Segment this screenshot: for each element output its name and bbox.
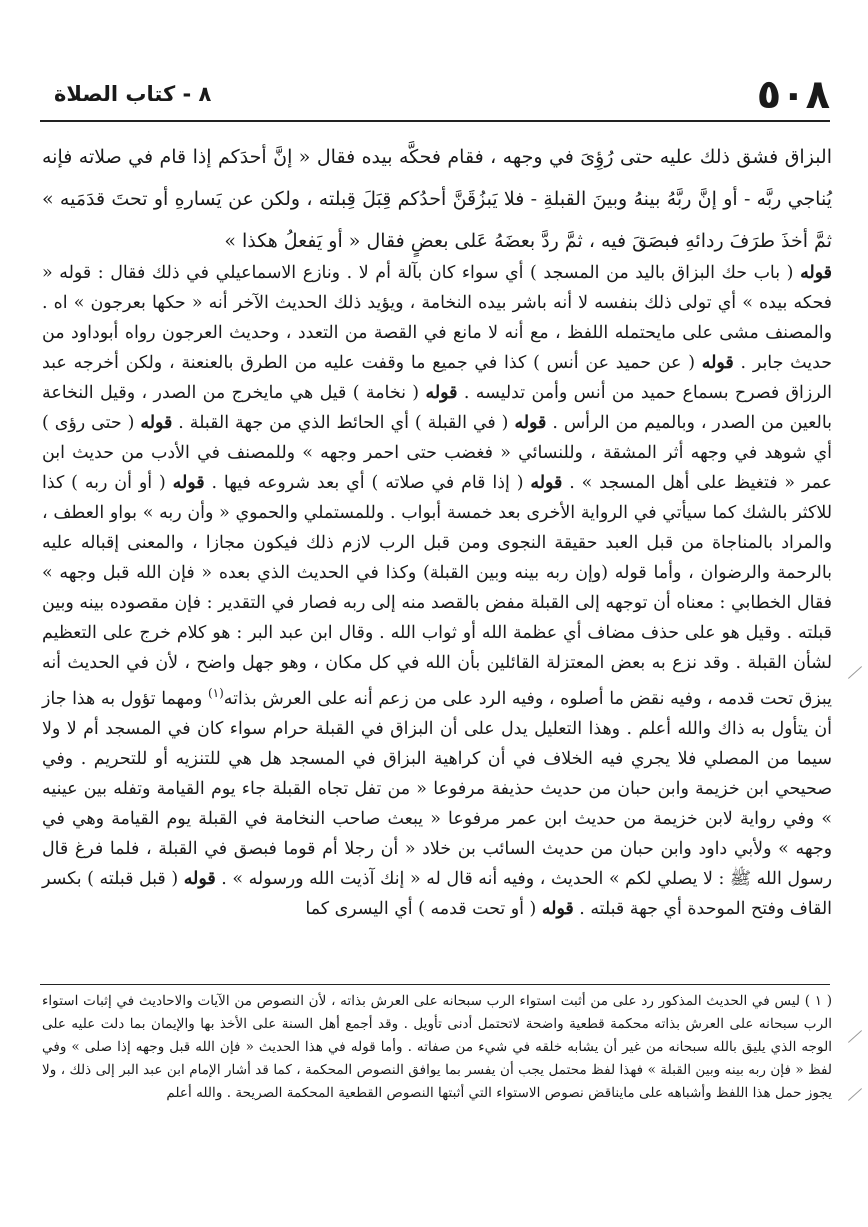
commentary-keyword: قوله (172, 473, 205, 493)
commentary-segment: ( عن حميد عن أنس ) كذا في جميع ما وقفت عليه من الطرق بالعنعنة ، ولكن أخرجه عبد الرزاق فصرح بسماع حميد من أنس وأمن تدليسه . (42, 353, 832, 403)
commentary-segment: ( إذا قام في صلاته ) أي بعد شروعه فيها . (204, 473, 531, 493)
hadith-part: البزاق فشق ذلك عليه حتى رُؤِىَ في وجهه ، فقام فحكَّه بيده فقال « إنَّ أحدَكم إذا قام في صلاته فإنه يُناجي ربَّه - أو إنَّ ربَّهُ بينهُ وبينَ القبلةِ - فلا يَبزُقَنَّ أحدُكم قِبَلَ قِبلته ، ولكن عن يَسارهِ أو تحتَ قدَمَيه » ثمَّ أخذَ طرَفَ ردائهِ فبصَقَ فيه ، ثمَّ ردَّ بعضَهُ عَلى بعضٍ فقال « أو يَفعلُ هكذا » (42, 146, 832, 252)
header-rule (40, 120, 830, 122)
page-header (40, 70, 830, 126)
commentary-keyword: قوله (140, 413, 173, 433)
commentary-keyword: قوله (425, 383, 458, 403)
commentary-keyword: قوله (701, 353, 734, 373)
commentary-segment: ( نخامة ) قيل هي مايخرج من الصدر ، وقيل النخاعة بالعين من الصدر ، وبالميم من الرأس . (42, 383, 832, 433)
hadith-text (42, 136, 832, 262)
commentary-keyword: قوله (514, 413, 547, 433)
commentary-segment: ( حتى رؤى ) أي شوهد في وجهه أثر المشقة ، وللنسائي « فغضب حتى احمر وجهه » وللمصنف في الأدب من حديث ابن عمر « فتغيظ على أهل المسجد » . (42, 413, 832, 493)
commentary-keyword: قوله (530, 473, 563, 493)
footnote (42, 990, 832, 1105)
footnote-text: ليس في الحديث المذكور رد على من أثبت استواء الرب سبحانه على العرش بذاته ، لأن النصوص من الآيات والاحاديث في إثبات استواء الرب سبحانه على العرش بذاته محكمة قطعية واضحة لاتحتمل أدنى تأويل . وقد أجمع أهل السنة على الأخذ بها والإيمان بما دلت عليه على الوجه الذي يليق بالله سبحانه من غير أن يشابه خلقه في شيء من صفاته . وأما قوله في هذا الحديث « فإن الله قبل وجهه إذا صلى » وفي لفظ « فإن ربه بينه وبين القبلة » فهذا لفظ محتمل يجب أن يفسر بما يوافق النصوص المحكمة ، كما قد أشار الإمام ابن عبد البر إلى ذلك ، ولا يجوز حمل هذا اللفظ وأشباهه على مايناقض نصوص الاستواء التي أثبتها النصوص القطعية المحكمة الصريحة . والله أعلم (42, 993, 832, 1101)
commentary-segment: ( أو أن ربه ) كذا للاكثر بالشك كما سيأتي في الرواية الأخرى بعد خمسة أبواب . وللمستملي والحموي « وأن ربه » بواو العطف ، والمراد بالمناجاة من قبل العبد حقيقة النجوى ومن قبل الرب لازم ذلك فيكون مجازا ، والمعنى إقباله عليه بالرحمة والرضوان ، وأما قوله (وإن ربه بينه وبين القبلة) وكذا في الحديث الذي بعده « فإن الله قبل وجهه » فقال الخطابي : معناه أن توجهه إلى القبلة مفض بالقصد منه إلى ربه فصار في التقدير : فإن مقصوده بينه وبين قبلته . وقيل هو على حذف مضاف أي عظمة الله أو ثواب الله . وقال ابن عبد البر : هو كلام خرج على التعظيم لشأن القبلة . وقد نزع به بعض المعتزلة القائلين بأن الله في كل مكان ، وهو جهل واضح ، لأن في الحديث أنه يبزق تحت قدمه ، وفيه نقض ما أصلوه ، وفيه الرد على من زعم أنه على العرش بذاته (42, 473, 833, 709)
margin-mark (848, 1088, 862, 1101)
footnote-rule (40, 984, 830, 985)
footnote-marker: ( ١ ) (804, 993, 833, 1009)
commentary-keyword: قوله (541, 898, 574, 919)
footnote-reference: (١) (207, 686, 224, 700)
margin-mark (848, 666, 862, 679)
commentary-keyword: قوله (183, 868, 216, 889)
commentary-segment: ( أو تحت قدمه ) أي اليسرى كما (305, 898, 542, 919)
page-number: ٥٠٨ (756, 72, 830, 118)
commentary-segment: ( قبل قبلته ) بكسر القاف وفتح الموحدة أي جهة قبلته . (42, 868, 832, 919)
chapter-title: ٨ - كتاب الصلاة (54, 82, 212, 106)
commentary-text (42, 258, 832, 924)
commentary-segment: ( في القبلة ) أي الحائط الذي من جهة القبلة . (172, 413, 515, 433)
commentary-segment: ومهما تؤول به هذا جاز أن يتأول به ذاك والله أعلم . وهذا التعليل يدل على أن البزاق في القبلة حرام سواء كان في المسجد أم لا ولا سيما من المصلي فلا يجري فيه الخلاف في أن كراهية البزاق في المسجد هل هي للتنزيه أو للتحريم . وفي صحيحي ابن خزيمة وابن حبان من حديث حذيفة مرفوعا « من تفل تجاه القبلة جاء يوم القيامة وتفله بين عينيه » وفي رواية لابن خزيمة من حديث ابن عمر مرفوعا « يبعث صاحب النخامة في القبلة يوم القيامة وهي في وجهه » ولأبي داود وابن حبان من حديث السائب بن خلاد « أن رجلا أم قوما فبصق في القبلة ، فلما فرغ قال رسول الله ﷺ : لا يصلي لكم » الحديث ، وفيه أنه قال له « إنك آذيت الله ورسوله » . (42, 688, 832, 889)
commentary-keyword: قوله (800, 263, 832, 283)
margin-mark (848, 1030, 862, 1043)
commentary-segment: ( باب حك البزاق باليد من المسجد ) أي سواء كان بآلة أم لا . ونازع الاسماعيلي في ذلك فقال : قوله « فحكه بيده » أي تولى ذلك بنفسه لا أنه باشر بيده النخامة ، ويؤيد ذلك الحديث الآخر أنه « حكها بعرجون » اه . والمصنف مشى على مايحتمله اللفظ ، مع أنه لا مانع في القصة من التعدد ، وحديث العرجون رواه أبوداود من حديث جابر . (42, 263, 832, 373)
